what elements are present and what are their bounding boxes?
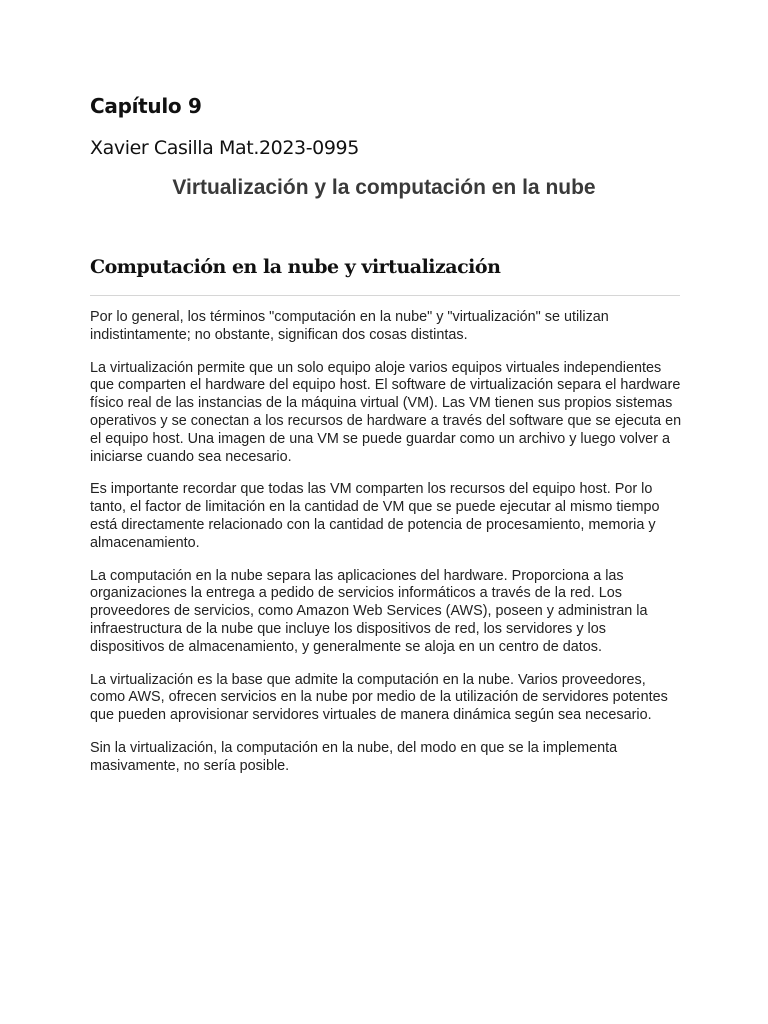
paragraph-3: Es importante recordar que todas las VM comparten los recursos del equipo host. Por lo tanto, el factor de limitación en la cantidad de VM que se puede ejecutar al mismo tiempo está directamente relacionado con la cantidad de potencia de procesamiento, memoria y almacenamiento. xyxy=(90,481,660,551)
author-line: Xavier Casilla Mat.2023-0995 xyxy=(90,137,359,159)
paragraph-5: La virtualización es la base que admite la computación en la nube. Varios proveedores, como AWS, ofrecen servicios en la nube por medio de la utilización de servidores potentes que pueden aprovisionar servidores virtuales de manera dinámica según sea necesario. xyxy=(90,671,668,724)
document-title: Virtualización y la computación en la nube xyxy=(172,176,596,199)
section-divider xyxy=(90,295,680,296)
section-body xyxy=(90,309,682,791)
chapter-label: Capítulo 9 xyxy=(90,94,202,118)
section-heading: Computación en la nube y virtualización xyxy=(90,256,501,278)
paragraph-6: Sin la virtualización, la computación en la nube, del modo en que se la implementa masivamente, no sería posible. xyxy=(90,739,618,774)
paragraph-4: La computación en la nube separa las aplicaciones del hardware. Proporciona a las organizaciones la entrega a pedido de servicios informáticos a través de la red. Los proveedores de servicios, como Amazon Web Services (AWS), poseen y administran la infraestructura de la nube que incluye los dispositivos de red, los servidores y los dispositivos de almacenamiento, y generalmente se aloja en un centro de datos. xyxy=(90,567,648,655)
paragraph-1: Por lo general, los términos "computación en la nube" y "virtualización" se utilizan indistintamente; no obstante, significan dos cosas distintas. xyxy=(90,309,609,343)
paragraph-2: La virtualización permite que un solo equipo aloje varios equipos virtuales independientes que comparten el hardware del equipo host. El software de virtualización separa el hardware físico real de las instancias de la máquina virtual (VM). Las VM tienen sus propios sistemas operativos y se conectan a los recursos de hardware a través del software que se ejecuta en el equipo host. Una imagen de una VM se puede guardar como un archivo y luego volver a iniciarse cuando sea necesario. xyxy=(90,359,682,465)
